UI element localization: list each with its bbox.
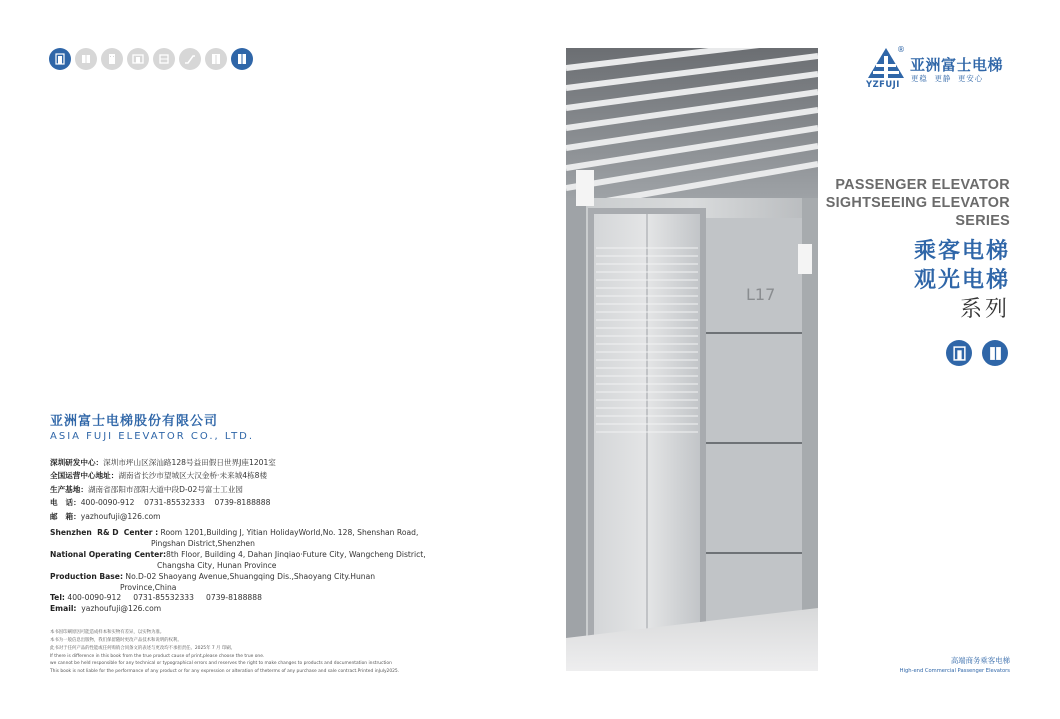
registered-mark: ® xyxy=(897,45,905,54)
disclaimer-line: 此书对于任何产品的性能或任何购销合同条文的表述与更改均不承担责任。2025年 7 月 印刷。 xyxy=(50,645,236,651)
cn-base-label: 生产基地： xyxy=(50,484,88,494)
disclaimer xyxy=(50,629,530,676)
cn-mail-line xyxy=(50,510,530,523)
series-en-line-3: SERIES xyxy=(955,213,1010,230)
cabin-icon xyxy=(127,48,149,70)
building-icon xyxy=(101,48,123,70)
cn-base-line xyxy=(50,483,530,496)
cn-rd-value: 深圳市坪山区深汕路128号益田假日世界J座1201室 xyxy=(103,458,276,467)
en-tel-label: Tel: xyxy=(50,593,65,603)
en-ops-label: National Operating Center: xyxy=(50,549,167,559)
brand-name-cn: 亚洲富士电梯 xyxy=(910,56,1004,74)
escalator-icon xyxy=(179,48,201,70)
en-base-value-1: No.D-02 Shaoyang Avenue,Shuangqing Dis.,Shaoyang City.Hunan xyxy=(123,571,376,581)
disclaimer-line: If there is difference in this book from the true product cause of print,please choose the true one. xyxy=(50,653,265,659)
cn-mail-value: yazhoufuji@126.com xyxy=(80,511,161,521)
en-ops-value-2: Changsha City, Hunan Province xyxy=(157,560,277,570)
disclaimer-line: we cannot be held responsible for any technical or typographical errors and reserves the right to make changes to products and documentation instruction xyxy=(50,661,392,667)
elevator-doors-icon xyxy=(982,340,1008,366)
en-rd-label: Shenzhen R& D Center : xyxy=(50,528,159,538)
series-en-line-2: SIGHTSEEING ELEVATOR xyxy=(825,195,1010,212)
cn-mail-label: 邮 箱： xyxy=(50,511,81,521)
en-base-value-2: Province,China xyxy=(120,582,177,592)
floor-sign: L17 xyxy=(746,285,776,304)
series-icons xyxy=(946,340,1008,366)
footer-tagline-cn: 高端商务乘客电梯 xyxy=(950,656,1010,665)
footer-tagline-en: High-end Commercial Passenger Elevators xyxy=(899,668,1010,674)
en-ops-value-1: 8th Floor, Building 4, Dahan Jinqiao·Future City, Wangcheng District, xyxy=(166,549,426,559)
en-rd-value-1: Room 1201,Building J, Yitian HolidayWorld,No. 128, Shenshan Road, xyxy=(158,528,419,538)
elevator-lobby-photo xyxy=(566,48,818,671)
en-rd-line xyxy=(50,528,530,539)
door-frame-icon xyxy=(946,340,972,366)
en-ops-line xyxy=(50,550,530,561)
cn-rd-label: 深圳研发中心： xyxy=(50,458,104,467)
disclaimer-line: 本书为一般信息出版物，我们保留随时更改产品技术和说明的权利。 xyxy=(50,638,182,644)
series-cn-line-2: 观光电梯 xyxy=(913,268,1010,293)
series-cn-line-3: 系列 xyxy=(959,297,1010,322)
brand-name-en: YZFUJI xyxy=(866,79,900,89)
cn-ops-line xyxy=(50,469,530,482)
cn-tel-value: 400-0090-912 0731-85532333 0739-8188888 xyxy=(80,498,271,508)
feature-icon-row xyxy=(49,48,253,70)
landing-door-icon xyxy=(205,48,227,70)
series-en-line-1: PASSENGER ELEVATOR xyxy=(835,177,1010,193)
disclaimer-line: This book is not liable for the performance of any product or for any expression or alteration of theterms of any purchase and sale contract.Printed inJuly2025. xyxy=(50,669,400,675)
en-mail-value: yazhoufuji@126.com xyxy=(76,604,162,614)
disclaimer-line: 本书因印刷原因可能造成样本和实物有差异，以实物为准。 xyxy=(50,630,165,636)
series-cn-line-1: 乘客电梯 xyxy=(913,239,1010,264)
en-base-label: Production Base: xyxy=(50,571,123,581)
shaft-icon xyxy=(153,48,175,70)
company-info xyxy=(50,410,530,676)
lobby-illustration xyxy=(566,48,818,671)
contact-en xyxy=(50,528,530,615)
cn-rd-line xyxy=(50,456,530,469)
elevator-doors-icon xyxy=(231,48,253,70)
brand-slogan: 更稳 更静 更安心 xyxy=(911,74,984,83)
footer-tagline xyxy=(900,655,1010,674)
series-title-en xyxy=(826,176,1010,231)
en-mail-line xyxy=(50,604,530,615)
en-rd-value-2: Pingshan District,Shenzhen xyxy=(151,538,255,548)
company-name-cn: 亚洲富士电梯股份有限公司 xyxy=(50,414,219,429)
en-tel-line xyxy=(50,593,530,604)
en-base-line xyxy=(50,572,530,583)
brand-logo xyxy=(866,46,1016,96)
door-frame-icon xyxy=(49,48,71,70)
cn-base-value: 湖南省邵阳市邵阳大道中段D-02号富士工业园 xyxy=(87,484,243,494)
en-mail-label: Email: xyxy=(50,604,77,614)
contact-cn xyxy=(50,456,530,523)
cn-ops-value: 湖南省长沙市望城区大汉金桥·未来城4栋8楼 xyxy=(118,471,268,481)
cn-tel-label: 电 话： xyxy=(50,498,81,508)
elevator-car-icon xyxy=(75,48,97,70)
en-tel-value: 400-0090-912 0731-85532333 0739-8188888 xyxy=(64,593,262,603)
company-name-en: ASIA FUJI ELEVATOR CO., LTD. xyxy=(50,431,255,442)
cn-ops-label: 全国运营中心地址： xyxy=(50,471,119,481)
cn-tel-line xyxy=(50,496,530,509)
series-title-cn xyxy=(914,237,1010,324)
